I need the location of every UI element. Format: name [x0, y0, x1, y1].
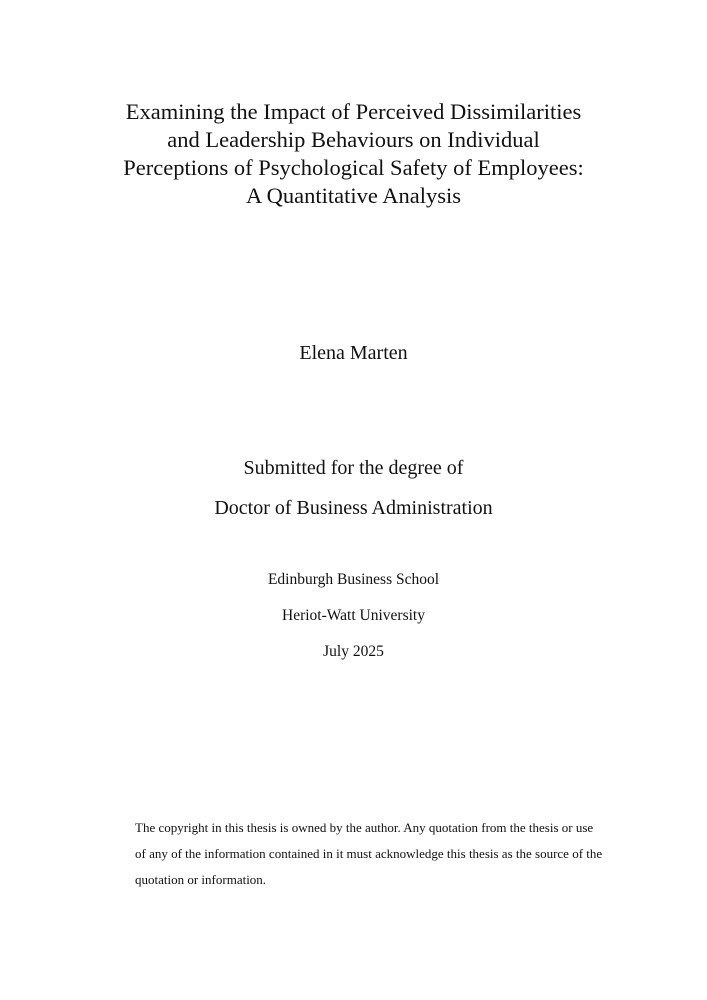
- institution-block: [0, 569, 707, 663]
- thesis-title-line-2: and Leadership Behaviours on Individual: [167, 127, 540, 152]
- university-name: Heriot-Watt University: [282, 607, 425, 624]
- degree-statement: [0, 454, 707, 522]
- thesis-title-line-1: Examining the Impact of Perceived Dissimilarities: [125, 99, 582, 124]
- copyright-notice: [135, 815, 647, 893]
- submitted-for-text: Submitted for the degree of: [243, 457, 464, 479]
- copyright-line-3: quotation or information.: [135, 872, 267, 887]
- copyright-line-2: of any of the information contained in it must acknowledge this thesis as the source of the: [135, 846, 603, 861]
- thesis-title-line-3: Perceptions of Psychological Safety of Employees:: [123, 155, 584, 180]
- thesis-title: [100, 98, 607, 210]
- school-name: Edinburgh Business School: [267, 571, 440, 588]
- thesis-title-line-4: A Quantitative Analysis: [246, 183, 461, 208]
- submission-date: July 2025: [323, 643, 384, 660]
- copyright-line-1: The copyright in this thesis is owned by the author. Any quotation from the thesis or use: [135, 820, 594, 835]
- author-name: Elena Marten: [299, 342, 408, 364]
- degree-name: Doctor of Business Administration: [214, 497, 493, 519]
